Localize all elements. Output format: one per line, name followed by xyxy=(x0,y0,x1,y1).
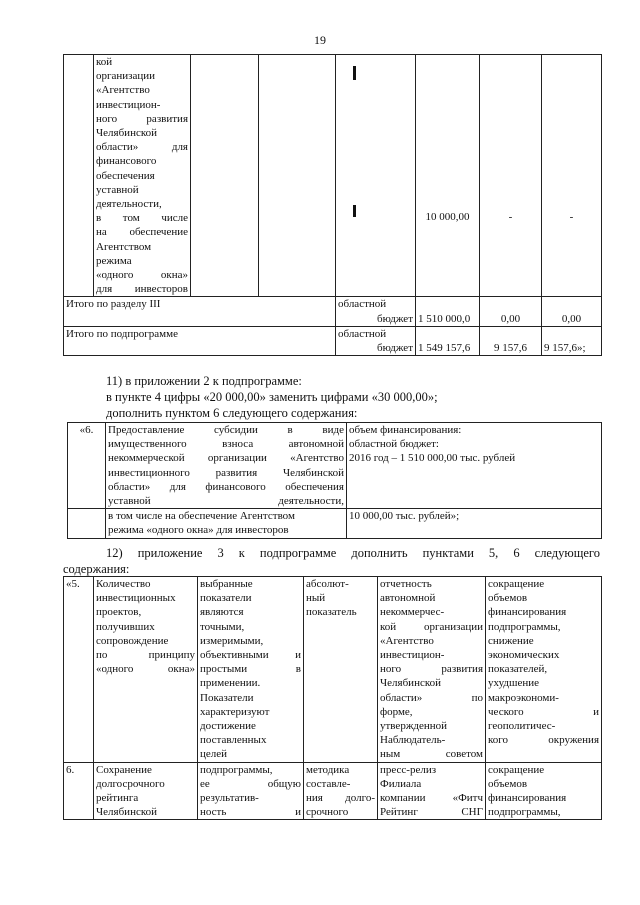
risk-factors xyxy=(486,762,602,820)
unit-type xyxy=(304,762,378,820)
text-line: ния долго- xyxy=(306,792,375,805)
text-line: целей xyxy=(200,748,228,761)
total-value: 1 549 157,6 xyxy=(416,326,480,355)
financing-volume xyxy=(347,423,602,509)
unit-type xyxy=(304,577,378,763)
text-line: отчетность xyxy=(380,578,432,590)
text-line: объемов xyxy=(488,777,528,790)
table-row xyxy=(68,509,602,538)
text-line: 2016 год – 1 510 000,00 тыс. рублей xyxy=(349,452,516,465)
scan-mark xyxy=(353,205,356,217)
text-line: в том числе на обеспечение Агентством xyxy=(108,510,295,523)
row-number: 6. xyxy=(64,762,94,820)
text-line: деятельности, xyxy=(96,198,162,211)
text-line: уставной xyxy=(96,183,139,196)
agency-value-2017: - xyxy=(508,211,513,223)
text-line: режима «одного окна» для инвесторов xyxy=(108,524,289,537)
text-line: инвестиционного развития Челябинской xyxy=(108,466,344,479)
text-line: финансирования xyxy=(488,606,567,619)
text-line: подпрограммы, xyxy=(488,806,561,819)
page-number: 19 xyxy=(314,33,326,47)
total-label: Итого по разделу III xyxy=(64,297,336,326)
text-line: Агентством xyxy=(96,240,152,253)
text-line: объемов xyxy=(488,592,528,605)
table-row xyxy=(64,326,602,355)
text-line: геополитичес- xyxy=(488,720,556,733)
text-line: компании «Фитч xyxy=(380,792,483,805)
text-line: Количество xyxy=(96,578,151,590)
text-line: Сохранение xyxy=(96,763,152,776)
total-value: 0,00 xyxy=(542,297,602,326)
text-line: снижение xyxy=(488,634,534,647)
text-line: показатели xyxy=(200,592,252,605)
text-line: форме, xyxy=(380,705,413,718)
text-line: являются xyxy=(200,606,244,619)
text-line: области» для xyxy=(96,141,188,154)
total-source: областной бюджет xyxy=(336,326,416,355)
text-line: объективными и xyxy=(200,649,301,662)
text-line: инвестиционных xyxy=(96,592,176,605)
paragraph-11-line3: дополнить пунктом 6 следующего содержания: xyxy=(106,406,358,420)
text-line: рейтинга xyxy=(96,792,139,805)
justification xyxy=(198,762,304,820)
text-line: областной бюджет: xyxy=(349,438,439,451)
measure-description xyxy=(106,423,347,509)
total-value: 9 157,6»; xyxy=(542,326,602,355)
measure-description-2 xyxy=(106,509,347,538)
text-line: Филиала xyxy=(380,777,422,790)
text-line: режима xyxy=(96,254,132,267)
text-line: измеримыми, xyxy=(200,634,264,647)
table-row xyxy=(64,297,602,326)
text-line: результатив- xyxy=(200,792,259,805)
text-line: срочного xyxy=(306,806,349,819)
text-line: показателей, xyxy=(488,663,548,676)
text-line: ного развития xyxy=(380,663,483,676)
text-line: долгосрочного xyxy=(96,777,165,790)
total-source: областной бюджет xyxy=(336,297,416,326)
text-line: Предоставление субсидии в виде xyxy=(108,424,344,436)
text-line: инвестицион- xyxy=(380,649,445,662)
total-value: 0,00 xyxy=(480,297,542,326)
text-line: некоммерческой организации «Агентство xyxy=(108,452,344,465)
text-line: финансирования xyxy=(488,792,567,805)
text-line: организации xyxy=(96,70,156,83)
text-line: «Агентство xyxy=(96,84,150,97)
financing-volume-2: 10 000,00 тыс. рублей»; xyxy=(347,509,602,538)
total-value: 9 157,6 xyxy=(480,326,542,355)
table-row xyxy=(64,55,602,297)
text-line: инвестицион- xyxy=(96,98,161,111)
text-line: области» по xyxy=(380,691,483,704)
text-line: объем финансирования: xyxy=(349,424,462,436)
text-line: Челябинской xyxy=(96,806,158,819)
text-line: на обеспечение xyxy=(96,226,188,239)
agency-description xyxy=(94,55,191,297)
text-line: простыми в xyxy=(200,663,301,676)
text-line: по принципу xyxy=(96,649,195,662)
indicator-name xyxy=(94,762,198,820)
text-line: достижение xyxy=(200,720,256,733)
text-line: кой организации xyxy=(380,620,483,633)
text-line: применении. xyxy=(200,677,261,690)
text-line: Показатели xyxy=(200,691,254,704)
text-line: области» для финансового обеспечения xyxy=(108,480,344,493)
text-line: ным советом xyxy=(380,748,483,761)
text-line: финансового xyxy=(96,155,157,168)
text-line: в том числе xyxy=(96,212,188,225)
text-line: выбранные xyxy=(200,578,253,590)
agency-value-2018: - xyxy=(569,211,574,223)
text-line: поставленных xyxy=(200,734,267,747)
indicators-table xyxy=(63,576,602,820)
text-line: «одного окна» xyxy=(96,269,188,282)
text-line: методика xyxy=(306,763,350,776)
text-line: кого окружения xyxy=(488,734,599,747)
row-number: «5. xyxy=(64,577,94,763)
agency-value-2016: 10 000,00 xyxy=(425,211,470,223)
total-label: Итого по подпрограмме xyxy=(64,326,336,355)
text-line: абсолют- xyxy=(306,578,349,590)
text-line: составле- xyxy=(306,777,351,790)
text-line: ее общую xyxy=(200,777,301,790)
financing-table xyxy=(63,54,602,356)
text-line: проектов, xyxy=(96,606,142,619)
text-line: Челябинской xyxy=(380,677,442,690)
paragraph-11-line1: 11) в приложении 2 к подпрограмме: xyxy=(106,374,302,388)
text-line: некоммерчес- xyxy=(380,606,445,619)
table-row xyxy=(64,762,602,820)
table-row xyxy=(68,423,602,509)
text-line: Челябинской xyxy=(96,127,158,140)
text-line: сокращение xyxy=(488,578,545,590)
text-line: характеризуют xyxy=(200,705,270,718)
justification xyxy=(198,577,304,763)
text-line: получивших xyxy=(96,620,155,633)
paragraph-12-line1: 12) приложение 3 к подпрограмме дополнить пунктами 5, 6 следующего xyxy=(106,546,600,560)
point-6-table xyxy=(67,422,602,539)
text-line: ческого и xyxy=(488,705,599,718)
text-line: подпрограммы, xyxy=(488,620,561,633)
text-line: подпрограммы, xyxy=(200,763,273,776)
text-line: макроэкономи- xyxy=(488,691,559,704)
text-line: кой xyxy=(96,56,113,68)
text-line: имущественного взноса автономной xyxy=(108,438,344,451)
data-source xyxy=(378,762,486,820)
text-line: показатель xyxy=(306,606,357,619)
text-line: ухудшение xyxy=(488,677,539,690)
text-line: уставной деятельности, xyxy=(108,495,344,508)
text-line: автономной xyxy=(380,592,436,605)
text-line: Наблюдатель- xyxy=(380,734,446,747)
indicator-name xyxy=(94,577,198,763)
text-line: пресс-релиз xyxy=(380,763,437,776)
text-line: обеспечения xyxy=(96,169,155,182)
paragraph-12-line2: содержания: xyxy=(63,562,130,576)
text-line: утвержденной xyxy=(380,720,448,733)
text-line: ность и xyxy=(200,806,301,819)
total-value: 1 510 000,0 xyxy=(416,297,480,326)
risk-factors xyxy=(486,577,602,763)
paragraph-11-line2: в пункте 4 цифры «20 000,00» заменить цифрами «30 000,00»; xyxy=(106,390,438,404)
text-line: для инвесторов xyxy=(96,283,188,296)
text-line: ный xyxy=(306,592,326,605)
text-line: экономических xyxy=(488,649,560,662)
data-source xyxy=(378,577,486,763)
text-line: «одного окна» xyxy=(96,663,195,676)
text-line: сокращение xyxy=(488,763,545,776)
scan-mark xyxy=(353,66,356,80)
text-line: Рейтинг СНГ xyxy=(380,806,483,819)
text-line: сопровождение xyxy=(96,634,169,647)
table-row xyxy=(64,577,602,763)
text-line: ного развития xyxy=(96,112,188,125)
text-line: точными, xyxy=(200,620,245,633)
row-number: «6. xyxy=(68,423,106,509)
text-line: «Агентство xyxy=(380,634,434,647)
